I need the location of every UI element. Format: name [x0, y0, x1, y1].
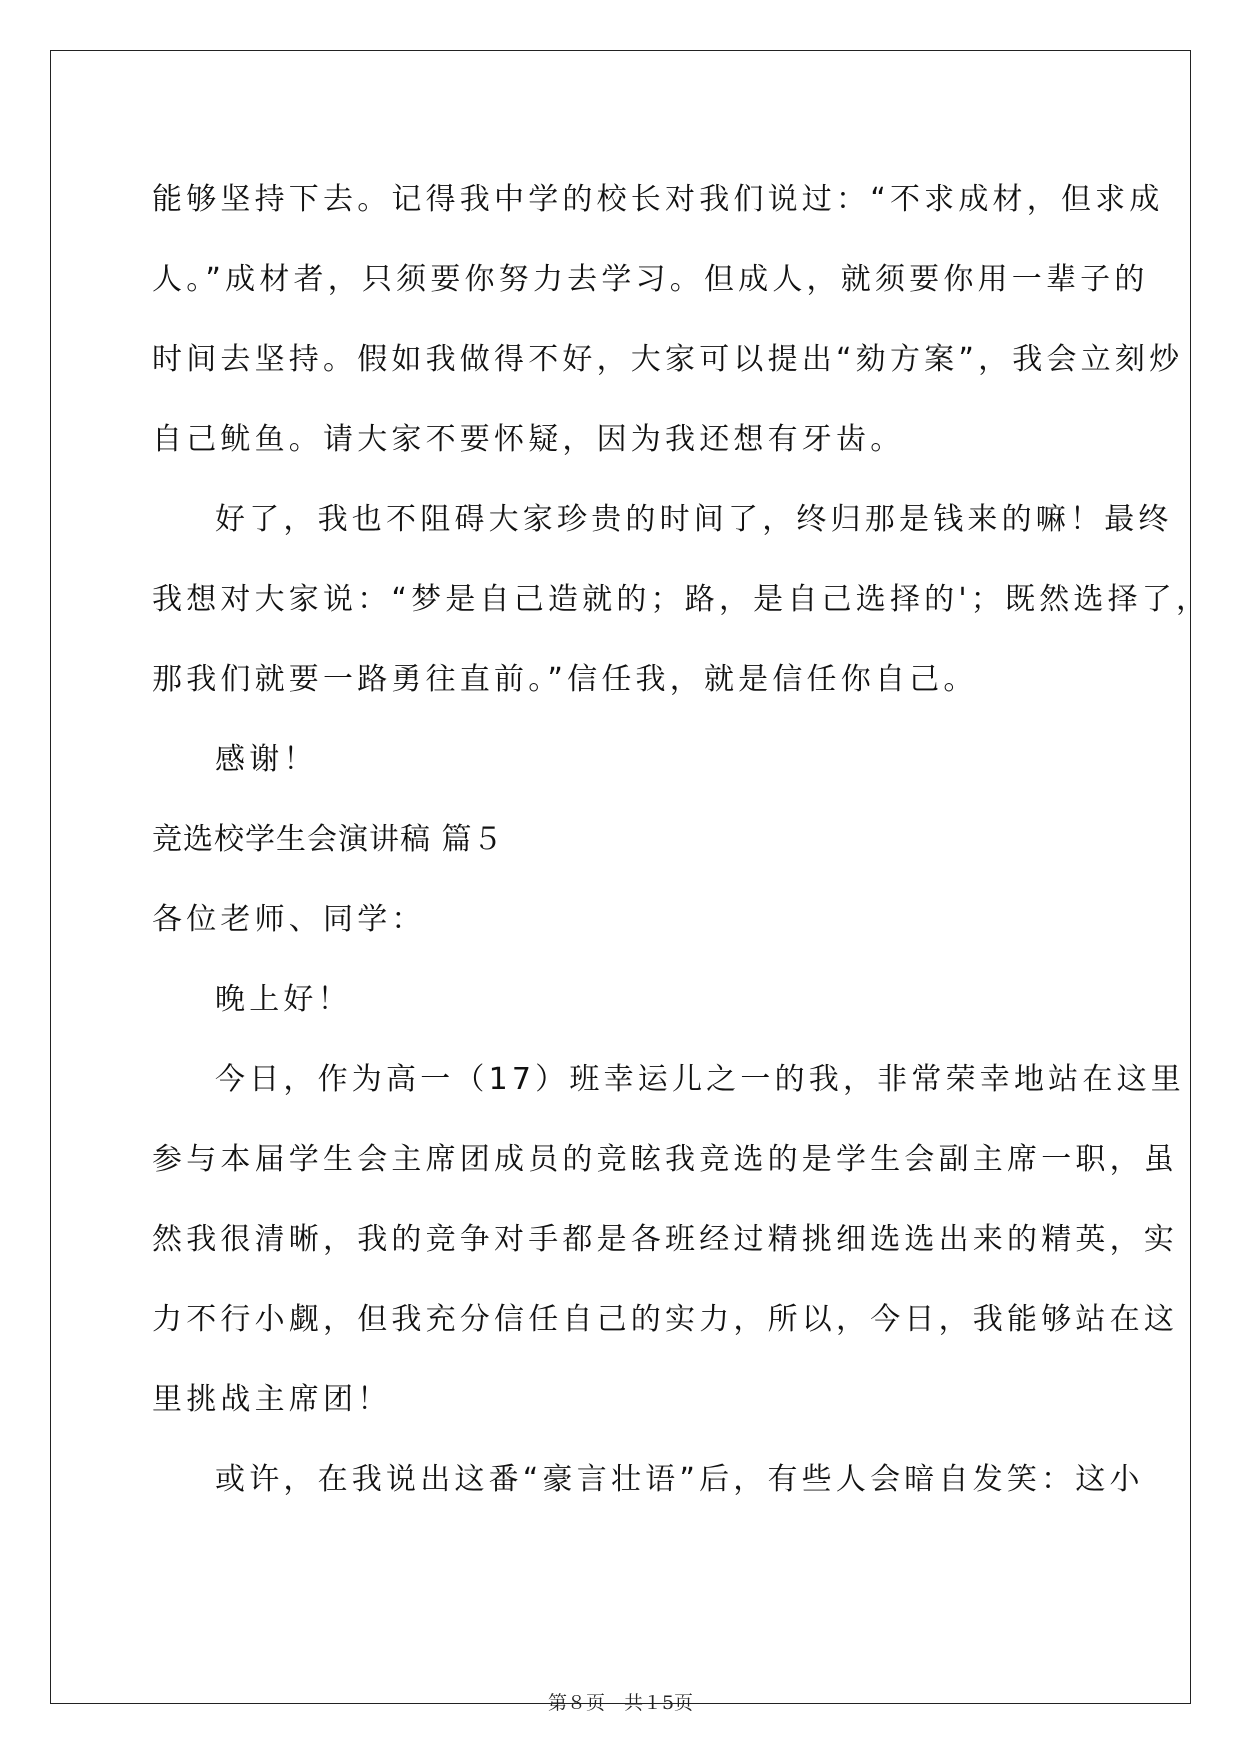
- paragraph-line-14: 然我很清晰，我的竞争对手都是各班经过精挑细选选出来的精英，实: [152, 1222, 1178, 1257]
- paragraph-line-12: 今日，作为高一（17）班幸运儿之一的我，非常荣幸地站在这里: [215, 1062, 1185, 1097]
- paragraph-line-2: 人。”成材者，只须要你努力去学习。但成人，就须要你用一辈子的: [152, 262, 1149, 297]
- page-number-footer: 第８页 共１5页: [547, 1692, 694, 1714]
- salutation-line: 各位老师、同学：: [152, 902, 426, 937]
- section-heading: 竞选校学生会演讲稿 篇５: [152, 822, 504, 857]
- paragraph-line-3: 时间去坚持。假如我做得不好，大家可以提出“劾方案”，我会立刻炒: [152, 342, 1184, 377]
- paragraph-line-13: 参与本届学生会主席团成员的竞眩我竞选的是学生会副主席一职，虽: [152, 1142, 1178, 1177]
- paragraph-line-1: 能够坚持下去。记得我中学的校长对我们说过：“不求成材，但求成: [152, 182, 1164, 217]
- paragraph-line-15: 力不行小觑，但我充分信任自己的实力，所以，今日，我能够站在这: [152, 1302, 1178, 1337]
- paragraph-line-4: 自己鱿鱼。请大家不要怀疑，因为我还想有牙齿。: [152, 422, 905, 457]
- paragraph-line-16: 里挑战主席团！: [152, 1382, 392, 1417]
- paragraph-line-6: 我想对大家说：“梦是自己造就的；路，是自己选择的'；既然选择了，: [152, 582, 1211, 617]
- greeting-line: 晚上好！: [215, 982, 352, 1017]
- paragraph-line-7: 那我们就要一路勇往直前。”信任我，就是信任你自己。: [152, 662, 978, 697]
- paragraph-line-17: 或许，在我说出这番“豪言壮语”后，有些人会暗自发笑：这小: [215, 1462, 1144, 1497]
- paragraph-line-8: 感谢！: [215, 742, 318, 777]
- paragraph-line-5: 好了，我也不阻碍大家珍贵的时间了，终归那是钱来的嘛！最终: [215, 502, 1173, 537]
- document-body: [152, 160, 1211, 1520]
